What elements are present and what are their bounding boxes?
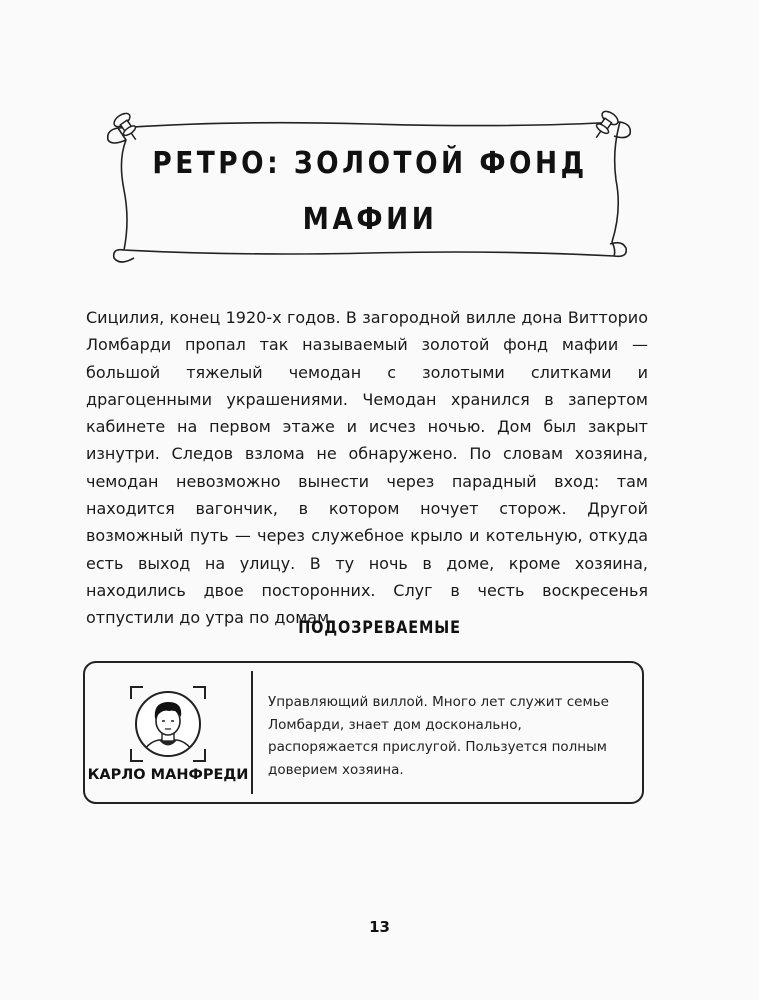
page-title: РЕТРО: ЗОЛОТОЙ ФОНД МАФИИ xyxy=(152,146,588,237)
suspects-heading: ПОДОЗРЕВАЕМЫЕ xyxy=(298,618,461,638)
title-banner xyxy=(100,100,640,275)
suspect-card xyxy=(83,661,644,804)
card-divider xyxy=(251,671,253,794)
suspect-name: КАРЛО МАНФРЕДИ xyxy=(87,767,249,783)
suspect-description: Управляющий виллой. Много лет служит семье Ломбарди, знает дом досконально, распоряжается прислугой. Пользуется полным доверием хозяина. xyxy=(268,694,609,778)
page-number: 13 xyxy=(369,918,390,936)
intro-paragraph: Сицилия, конец 1920-х годов. В загородной вилле дона Витторио Ломбарди пропал так называемый золотой фонд мафии — большой тяжелый чемодан с золотыми слитками и драгоценными украшениями. Чемодан хранился в запертом кабинете на первом этаже и исчез ночью. Дом был закрыт изнутри. Следов взлома не обнаружено. По словам хозяина, чемодан невозможно вынести через парадный вход: там находится вагончик, в котором ночует сторож. Другой возможный путь — через служебное крыло и котельную, откуда есть выход на улицу. В ту ночь в доме, кроме хозяина, находились двое посторонних. Слуг в честь воскресенья отпустили до утра по домам. xyxy=(86,308,648,628)
person-portrait-icon xyxy=(129,685,207,767)
